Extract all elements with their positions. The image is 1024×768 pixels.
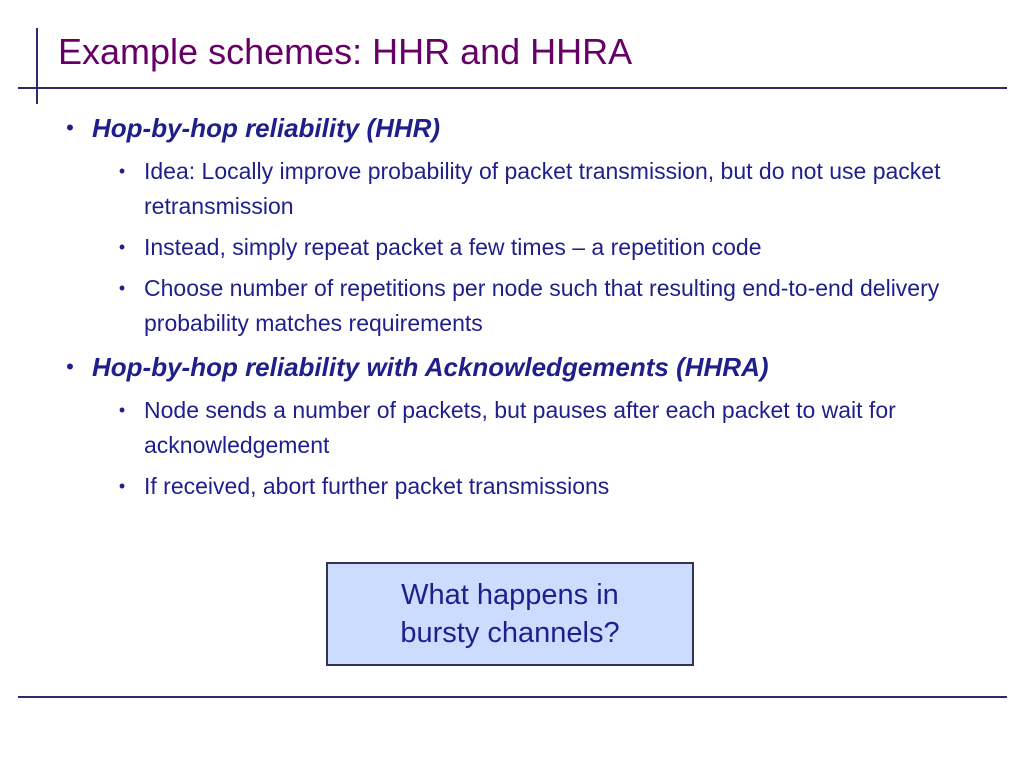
- section-heading-hhr: [60, 108, 1000, 148]
- vertical-accent-line: [36, 28, 38, 104]
- list-item: [60, 154, 1000, 224]
- footer-divider: [18, 696, 1007, 698]
- bullet-dot-icon: •: [118, 278, 126, 298]
- list-item: [60, 230, 1000, 265]
- list-item-text: Node sends a number of packets, but pauses after each packet to wait for acknowledgement: [144, 397, 896, 458]
- list-item-text: Choose number of repetitions per node such that resulting end-to-end delivery probability matches requirements: [144, 275, 940, 336]
- bullet-dot-icon: •: [118, 237, 126, 257]
- list-item: [60, 469, 1000, 504]
- slide-title: Example schemes: HHR and HHRA: [58, 31, 633, 72]
- list-item: [60, 271, 1000, 341]
- section-heading-hhra: [60, 347, 1000, 387]
- section-heading-text: Hop-by-hop reliability (HHR): [92, 113, 441, 143]
- bullet-dot-icon: •: [118, 476, 126, 496]
- callout-text: What happens in bursty channels?: [400, 579, 620, 649]
- header-divider: [18, 87, 1007, 89]
- question-callout-box: [326, 562, 694, 666]
- bullet-dot-icon: •: [66, 354, 74, 379]
- list-item: [60, 393, 1000, 463]
- list-item-text: Instead, simply repeat packet a few times – a repetition code: [144, 234, 762, 260]
- list-item-text: If received, abort further packet transmissions: [144, 473, 610, 499]
- bullet-dot-icon: •: [66, 115, 74, 140]
- list-item-text: Idea: Locally improve probability of packet transmission, but do not use packet retransmission: [144, 158, 941, 219]
- bullet-dot-icon: •: [118, 161, 126, 181]
- bullet-dot-icon: •: [118, 400, 126, 420]
- section-heading-text: Hop-by-hop reliability with Acknowledgements (HHRA): [92, 352, 769, 382]
- slide-body: [60, 108, 1000, 504]
